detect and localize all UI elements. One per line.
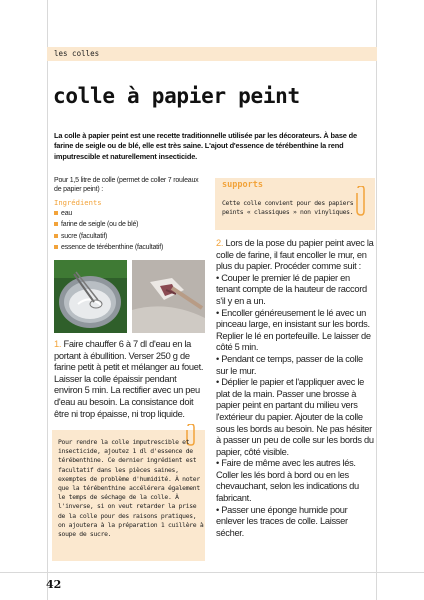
page-number: 42 bbox=[46, 578, 62, 591]
step-number: 2. bbox=[216, 238, 224, 248]
ingredient-item: essence de térébenthine (facultatif) bbox=[54, 242, 204, 253]
step-number: 1. bbox=[54, 339, 62, 349]
intro-paragraph: La colle à papier peint est une recette traditionnelle utilisée par les décorateurs. À base de farine de seigle ou de blé, elle est très saine. L'ajout d'essence de térébenthine la rend imputrescible et naturellement insecticide. bbox=[54, 131, 357, 161]
bullet-square-icon bbox=[54, 211, 58, 215]
paperclip-icon bbox=[354, 186, 368, 216]
note-text: Pour rendre la colle imputrescible et insecticide, ajoutez 1 dl d'essence de térébenthine. Ce dernier ingrédient est facultatif dans les pièces saines, exemptes de problème d'humidité. À noter que la térébenthine accélérera également le temps de séchage de la colle. À l'inverse, si on veut retarder la prise de la colle pour des raisons pratiques, on ajoutera à la préparation 1 cuillère à soupe de sucre. bbox=[58, 438, 204, 539]
step-2-bullet: • Faire de même avec les autres lés. Coller les lés bord à bord ou en les chevauchant, selon les indications du fabricant. bbox=[216, 458, 359, 504]
bullet-square-icon bbox=[54, 245, 58, 249]
margin-line-left bbox=[47, 0, 48, 600]
photo-brush-paper bbox=[132, 260, 205, 333]
ingredient-item: sucre (facultatif) bbox=[54, 231, 204, 242]
photo-pot-whisk bbox=[54, 260, 127, 333]
page-title: colle à papier peint bbox=[53, 84, 300, 108]
bottom-rule bbox=[0, 572, 424, 573]
ingredients-heading: Ingrédients bbox=[54, 197, 102, 207]
step-2-bullet: • Pendant ce temps, passer de la colle sur le mur. bbox=[216, 353, 363, 376]
step-2-bullet: • Couper le premier lé de papier en tenant compte de la hauteur de raccord s'il y en a un. bbox=[216, 272, 367, 306]
step-text: Faire chauffer 6 à 7 dl d'eau en la portant à ébullition. Verser 250 g de farine petit à petit et mélanger au fouet. Laisser la colle épaissir pendant environ 5 min. La rectifier avec un peu d'eau au besoin. La consistance doit être ni trop épaisse, ni trop liquide. bbox=[54, 339, 204, 419]
ingredient-item: eau bbox=[54, 208, 204, 219]
step-2-bullet: • Déplier le papier et l'appliquer avec le plat de la main. Passer une brosse à papier peint en partant du milieu vers l'extérieur du papier. Ajouter de la colle sous les bords au besoin. Ne pas hésiter à passer un peu de colle sur les bords du papier, côté visible. bbox=[216, 377, 374, 457]
ingredients-list bbox=[54, 208, 204, 254]
step-2-bullet: • Passer une éponge humide pour enlever les traces de colle. Laisser sécher. bbox=[216, 504, 348, 538]
supports-title: supports bbox=[222, 180, 263, 190]
supports-text: Cette colle convient pour des papiers peints « classiques » non vinyliques. bbox=[222, 199, 354, 217]
bullet-square-icon bbox=[54, 222, 58, 226]
recipe-yield: Pour 1,5 litre de colle (permet de coller 7 rouleaux de papier peint) : bbox=[54, 177, 199, 194]
bullet-square-icon bbox=[54, 234, 58, 238]
margin-line-right bbox=[376, 0, 377, 600]
recipe-block bbox=[54, 176, 204, 253]
step-1 bbox=[54, 339, 206, 420]
ingredient-item: farine de seigle (ou de blé) bbox=[54, 219, 204, 230]
section-label: les colles bbox=[54, 49, 100, 58]
step-2-bullet: • Encoller généreusement le lé avec un pinceau large, en insistant sur les bords. Replier le lé en portefeuille. Le laisser de côté 5 min. bbox=[216, 307, 371, 353]
step-text: Lors de la pose du papier peint avec la colle de farine, il faut encoller le mur, en plus du papier. Procéder comme suit : bbox=[216, 238, 374, 272]
step-2 bbox=[216, 238, 374, 539]
